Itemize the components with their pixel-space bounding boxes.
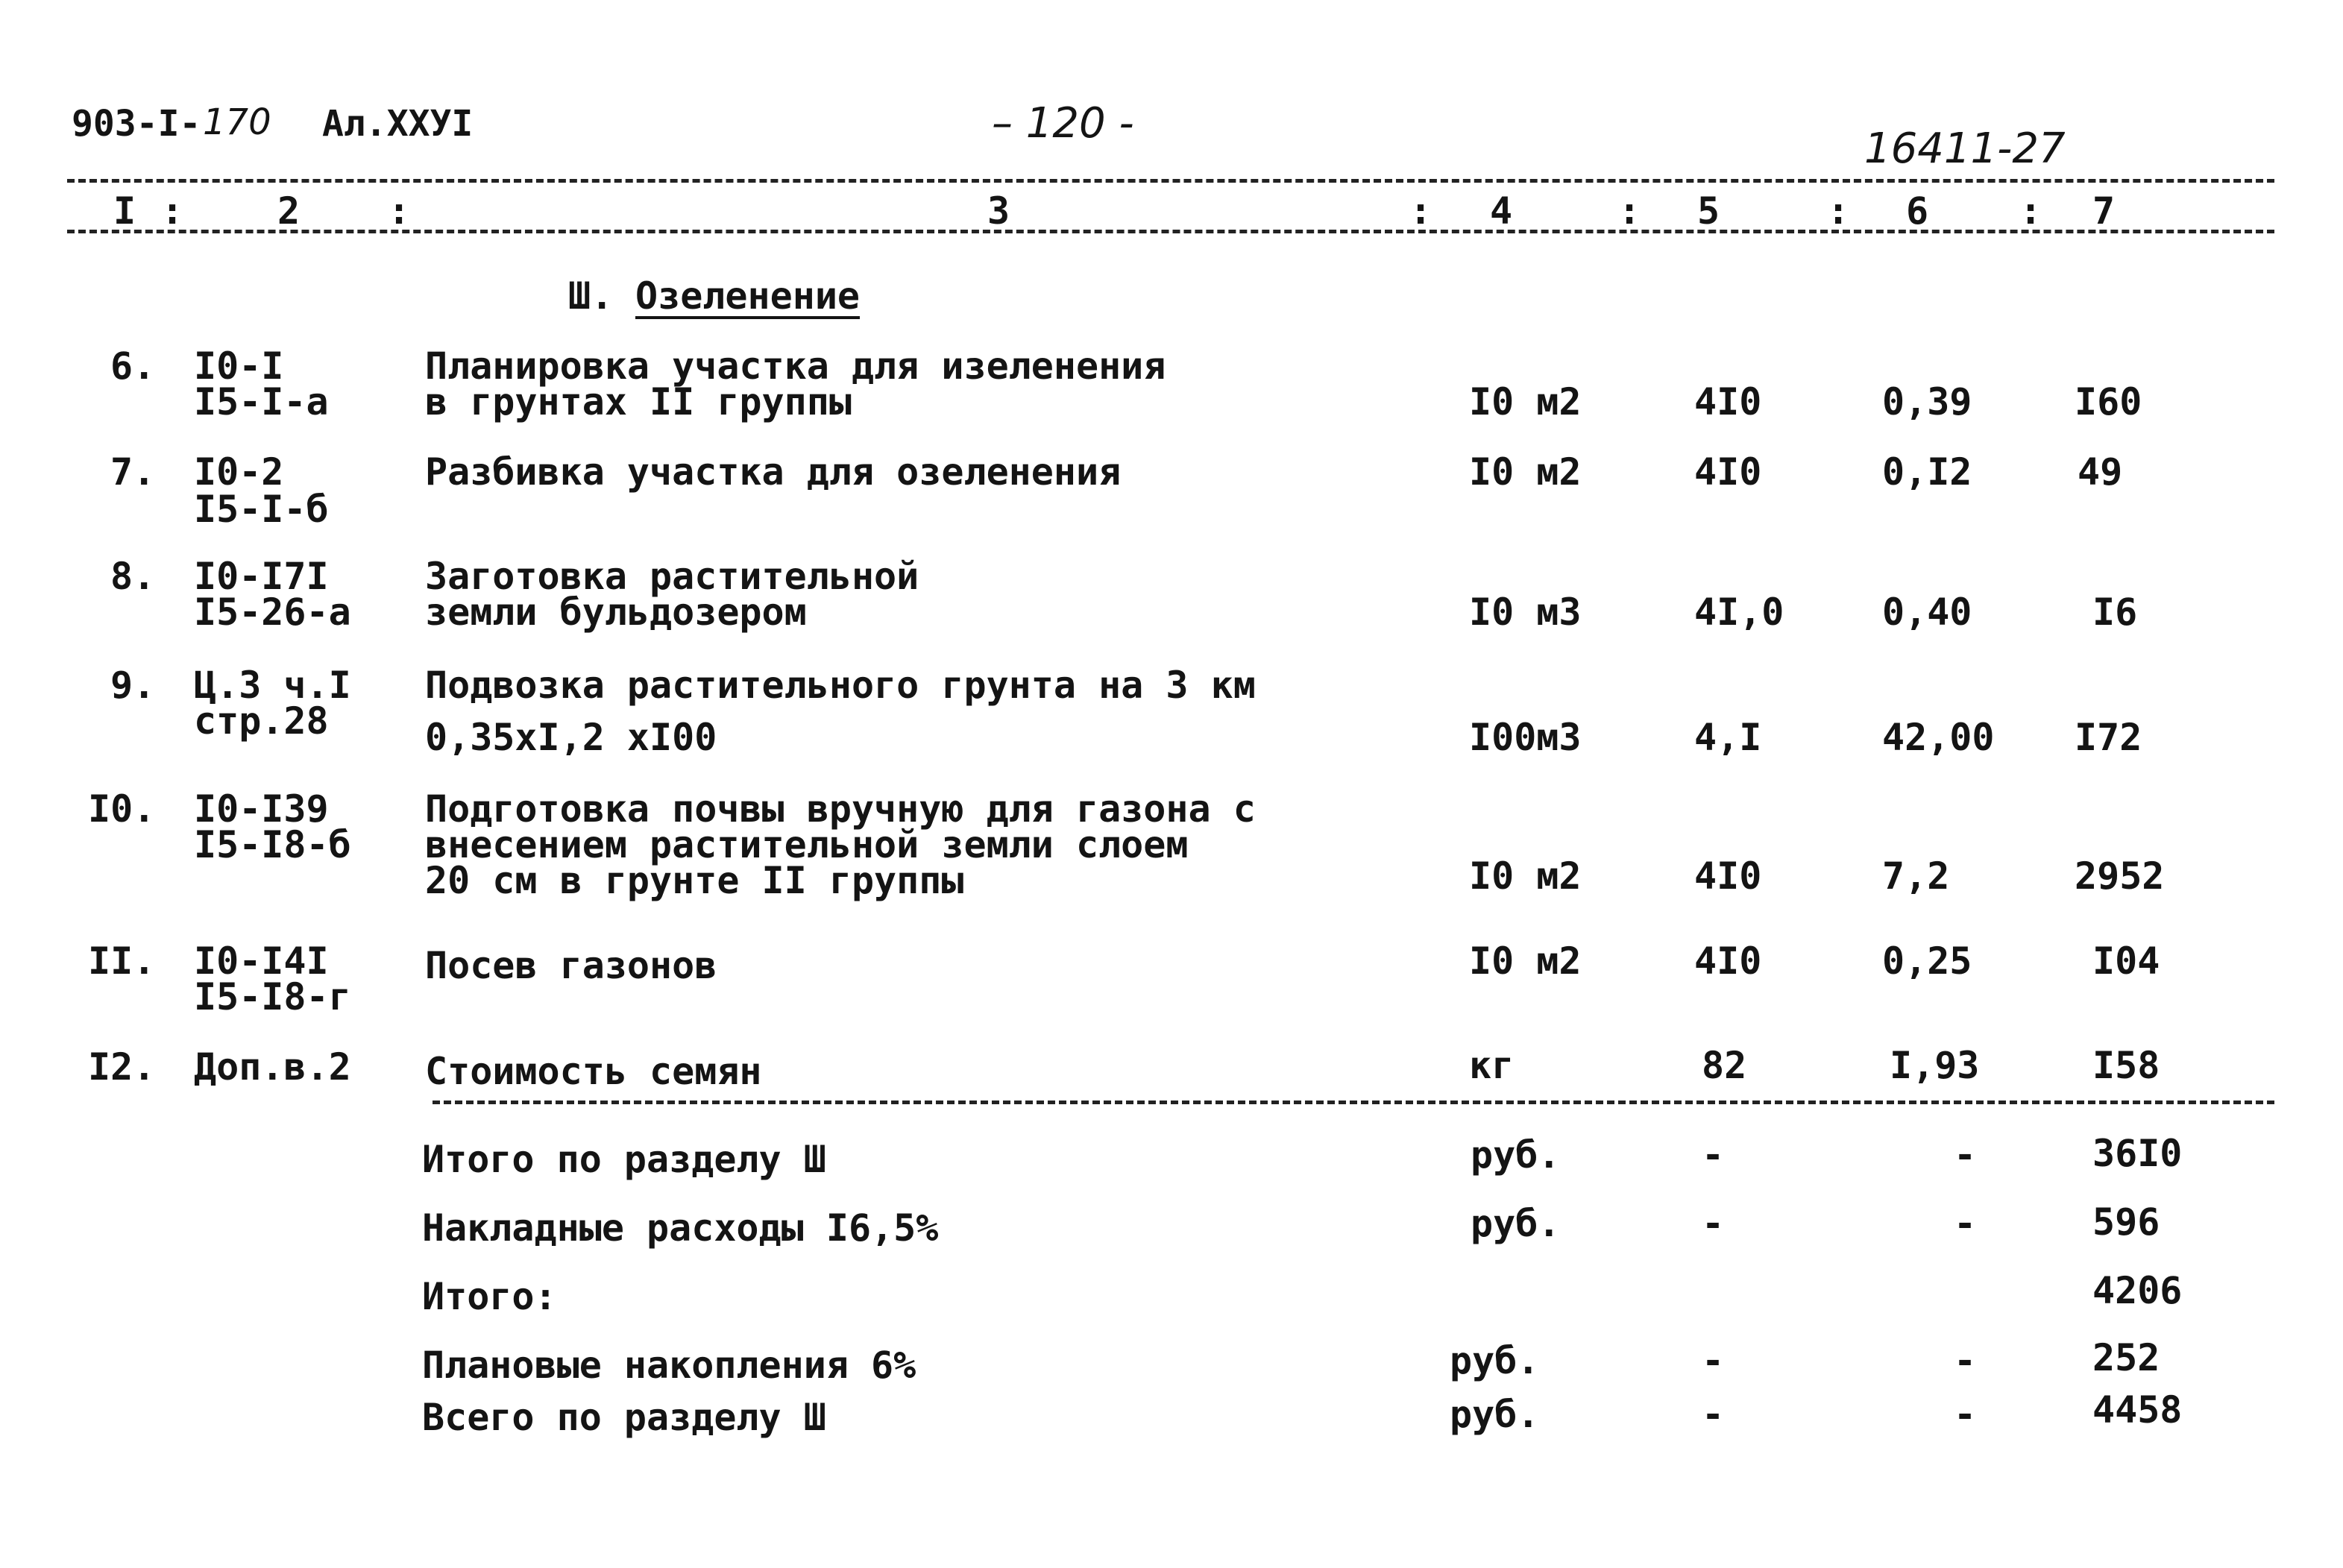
norm-code: I5-I8-б — [194, 823, 351, 866]
row-number: I2. — [88, 1045, 156, 1089]
column-number-6: 6 — [1906, 189, 1929, 233]
work-description: Разбивка участка для озеленения — [425, 450, 1122, 494]
summary-label: Накладные расходы I6,5% — [422, 1206, 939, 1250]
summary-label: Итого: — [422, 1275, 557, 1318]
norm-code: I5-26-а — [194, 591, 351, 634]
summary-total: 252 — [2092, 1336, 2160, 1379]
summary-label: Плановые накопления 6% — [422, 1344, 916, 1387]
summary-total: 4458 — [2092, 1388, 2183, 1432]
total-cost: I58 — [2092, 1044, 2160, 1087]
norm-code: I0-I7I — [194, 555, 329, 598]
summary-label: Всего по разделу Ш — [422, 1396, 826, 1439]
album-number: Ал.XXУI — [322, 103, 474, 145]
norm-code: стр.28 — [194, 699, 329, 743]
norm-code: I0-I — [194, 344, 284, 388]
column-number-3: 3 — [987, 189, 1010, 233]
total-cost: I60 — [2075, 380, 2142, 424]
work-description: Посев газонов — [425, 944, 717, 987]
row-number: 8. — [110, 555, 156, 598]
norm-code: I5-I-а — [194, 380, 329, 424]
quantity: 4I0 — [1694, 854, 1762, 898]
work-description: внесением растительной земли слоем — [425, 823, 1189, 866]
quantity: 4I0 — [1694, 380, 1762, 424]
total-cost: 49 — [2078, 450, 2123, 494]
column-separator: : — [1827, 189, 1850, 233]
summary-qty: - — [1702, 1393, 1725, 1436]
row-number: II. — [88, 939, 156, 983]
norm-code: I5-I8-г — [194, 975, 351, 1018]
header-top-rule — [67, 179, 2274, 183]
column-separator: : — [161, 189, 184, 233]
work-description: 0,35хI,2 хI00 — [425, 716, 717, 759]
column-separator: : — [1618, 189, 1641, 233]
row-number: I0. — [88, 787, 156, 831]
summary-price: - — [1954, 1202, 1977, 1245]
section-roman: Ш. — [568, 274, 614, 318]
norm-code: I0-2 — [194, 450, 284, 494]
column-separator: : — [388, 189, 411, 233]
column-number-7: 7 — [2092, 189, 2116, 233]
work-description: Подвозка растительного грунта на 3 км — [425, 664, 1256, 707]
quantity: 4I,0 — [1694, 591, 1784, 634]
summary-unit: руб. — [1471, 1202, 1561, 1245]
row-number: 7. — [110, 450, 156, 494]
unit-price: 7,2 — [1882, 854, 1950, 898]
unit: I0 м2 — [1469, 380, 1582, 424]
work-description: Подготовка почвы вручную для газона с — [425, 787, 1256, 831]
doc-code: 903-I- — [72, 103, 201, 145]
unit-price: 0,39 — [1882, 380, 1972, 424]
unit-price: 42,00 — [1882, 716, 1995, 759]
work-description: Стоимость семян — [425, 1050, 762, 1093]
total-cost: 2952 — [2075, 854, 2165, 898]
summary-price: - — [1954, 1339, 1977, 1382]
column-number-2: 2 — [277, 189, 301, 233]
summary-qty: - — [1702, 1202, 1725, 1245]
unit-price: 0,I2 — [1882, 450, 1972, 494]
work-description: Планировка участка для изеленения — [425, 344, 1166, 388]
total-cost: I04 — [2092, 939, 2160, 983]
doc-code-handwritten: 170 — [203, 101, 271, 143]
summary-price: - — [1954, 1393, 1977, 1436]
unit-price: 0,40 — [1882, 591, 1972, 634]
quantity: 4I0 — [1694, 450, 1762, 494]
unit: I0 м3 — [1469, 591, 1582, 634]
norm-code: I0-I4I — [194, 939, 329, 983]
summary-price: - — [1954, 1133, 1977, 1177]
section-title: Озеленение — [635, 274, 861, 318]
summary-qty: - — [1702, 1339, 1725, 1382]
work-description: в грунтах II группы — [425, 380, 852, 424]
column-separator: : — [1409, 189, 1432, 233]
quantity: 4I0 — [1694, 939, 1762, 983]
summary-total: 596 — [2092, 1200, 2160, 1244]
work-description: 20 см в грунте II группы — [425, 859, 964, 902]
total-cost: I6 — [2092, 591, 2138, 634]
unit: I0 м2 — [1469, 854, 1582, 898]
quantity: 4,I — [1694, 716, 1762, 759]
summary-unit: руб. — [1450, 1393, 1540, 1436]
unit: I00м3 — [1469, 716, 1582, 759]
summary-rule — [433, 1101, 2274, 1104]
summary-unit: руб. — [1450, 1339, 1540, 1382]
norm-code: Ц.3 ч.I — [194, 664, 351, 707]
quantity: 82 — [1702, 1044, 1747, 1087]
norm-code: I0-I39 — [194, 787, 329, 831]
row-number: 9. — [110, 664, 156, 707]
work-description: Заготовка растительной — [425, 555, 919, 598]
norm-code: I5-I-б — [194, 488, 329, 531]
unit-price: I,93 — [1890, 1044, 1980, 1087]
row-number: 6. — [110, 344, 156, 388]
column-separator: : — [2019, 189, 2042, 233]
summary-qty: - — [1702, 1133, 1725, 1177]
unit: кг — [1469, 1044, 1515, 1087]
norm-code: Доп.в.2 — [194, 1045, 351, 1089]
sheet-reference: 16411-27 — [1864, 125, 2066, 173]
column-number-4: 4 — [1490, 189, 1513, 233]
summary-label: Итого по разделу Ш — [422, 1138, 826, 1181]
total-cost: I72 — [2075, 716, 2142, 759]
column-number-5: 5 — [1697, 189, 1720, 233]
page-number: – 120 - — [992, 99, 1134, 148]
work-description: земли бульдозером — [425, 591, 807, 634]
summary-total: 36I0 — [2092, 1132, 2183, 1175]
summary-unit: руб. — [1471, 1133, 1561, 1177]
unit: I0 м2 — [1469, 939, 1582, 983]
unit-price: 0,25 — [1882, 939, 1972, 983]
summary-total: 4206 — [2092, 1269, 2183, 1312]
unit: I0 м2 — [1469, 450, 1582, 494]
column-number-1: I — [113, 189, 136, 233]
